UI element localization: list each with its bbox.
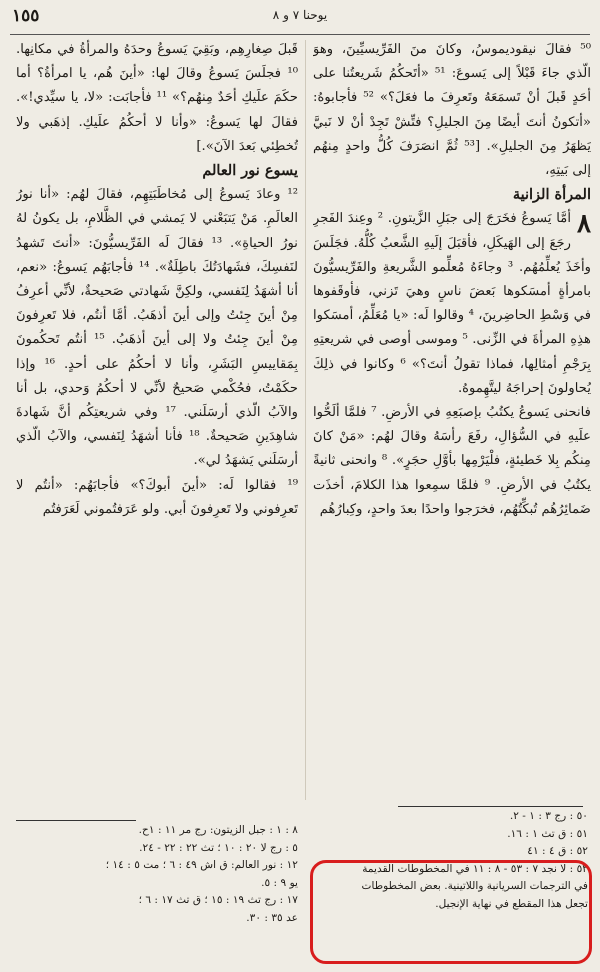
footnote: ٥١ : ق تث ١ : ١٦. <box>507 827 588 840</box>
page-number: ١٥٥ <box>12 6 40 26</box>
footnote: ١٧ : رج تث ١٩ : ١٥ ؛ ق تث ١٧ : ٦ ؛ <box>138 894 298 906</box>
paragraph: ¹⁹ فقالوا لَه: «أينَ أبوكَ؟» فأجابَهُم: «أنتُم لا تَعرِفوني ولا تَعرِفونَ أبي. ولو عَرَفتُموني لَعَرَفتُم <box>16 477 298 517</box>
footnote: ٨ : ١ : جبل الزيتون: رج مر ١١ : ١ح. <box>138 824 298 836</box>
paragraph: ⁵⁰ فقالَ نيقوديموسُ، وكانَ منَ الفَرِّيسيِّينَ، وهوَ الّذي جاءَ قَبْلاً إلى يَسوعَ: ⁵¹ «أتَحكُمُ شَريعتُنا على أحَدٍ قَبلَ أنْ تَسمَعَهُ وتَعرِفَ ما فعَلَ؟» ⁵² فأجابوهُ: «أتكونُ أنتَ أيضًا مِنَ الجليلِ؟ فتِّشْ تَجِدْ أنْ لا نَبيَّ يَظهَرُ مِنَ الجليلِ». [⁵³ ثُمَّ انصَرَفَ كُلُّ واحدٍ مِنهُم إلى بَيتِهِ، <box>313 42 591 179</box>
highlight-circle <box>310 860 592 964</box>
left-column <box>16 38 298 816</box>
paragraph: ¹² وعادَ يَسوعُ إلى مُخاطَبَتِهِم، فقالَ لهُم: «أنا نورُ العالَمِ. مَنْ يَتبَعْني لا يَمشي في الظَّلامِ، بل يكونُ لهُ نورُ الحياةِ». ¹³ فقالَ لَه الفَرِّيسيُّونَ: «أنتَ تَشهدُ لنَفسِكَ، فشَهادَتُكَ باطِلَةٌ». ¹⁴ فأجابَهُم يَسوعُ: «نعم، أنا أشهَدُ لِنَفسي، ولكِنَّ شَهادتي صَحيحةٌ، لأنِّي أعرِفُ مِنْ أينَ جِئتُ وإلى أينَ أذهَبُ. أمَّا أنتُم، فلا تَعرِفونَ مِنْ أينَ جِئتُ ولا إلى أينَ أذهَبُ. ¹⁵ أنتُم تَحكُمونَ بِمَقاييسِ البَشَرِ، وأنا لا أحكُمُ على أحدٍ. ¹⁶ وإذا حكَمْتُ، فحُكْمي صَحيحٌ لأنِّي لا أحكُمُ وَحدي، بل أنا والآبُ الّذي أرسَلَني. ¹⁷ وفي شريعتِكُم أنَّ شَهادةَ شاهِدَينِ صَحيحةٌ. ¹⁸ فأنا أشهَدُ لِنَفسي، والآبُ الّذي أرسَلَني يَشهَدُ لي». <box>16 187 298 469</box>
chapter-paragraph <box>313 207 591 401</box>
footnotes-left <box>16 822 298 927</box>
page-header <box>0 4 600 32</box>
section-heading: المرأة الزانية <box>512 186 591 204</box>
paragraph: قَبلَ صِغارِهِم، وبَقِيَ يَسوعُ وحدَهُ والمرأةُ في مكانِها. ¹⁰ فجلَسَ يَسوعُ وقالَ لها: «أينَ هُم، يا امرأةُ؟ أما حكَمَ علَيكِ أحَدٌ مِنهُم؟» ¹¹ فأجابَت: «لا، يا سيِّدي!». فقالَ لها يَسوعُ: «وأنا لا أحكُمُ علَيكِ. إذهَبي ولا تُخطِئي بَعدَ الآنَ».] <box>16 42 298 154</box>
running-head: يوحنا ٧ و ٨ <box>272 8 328 22</box>
footnote: ٥٠ : رج ٣ : ١ - ٢. <box>509 810 588 822</box>
right-column <box>313 38 591 800</box>
header-rule <box>10 34 590 35</box>
section-heading: يسوع نور العالم <box>202 162 298 180</box>
footnote: عد ٣٥ : ٣٠. <box>246 911 298 924</box>
footnote: ٥ : رج لا ٢٠ : ١٠ ؛ تث ٢٢ : ٢٢ - ٢٤. <box>139 841 298 854</box>
footnote-rule-right <box>398 806 583 807</box>
paragraph: أمَّا يَسوعُ فخَرَجَ إلى جبَلِ الزَّيتونِ. ² وعِندَ الفَجرِ رجَعَ إلى الهَيكَلِ، فأقبَلَ إلَيهِ الشَّعبُ كُلُّهُ. فجَلَسَ وأخَذَ يُعلِّمُهُم. ³ وجاءَهُ مُعلِّمو الشَّريعةِ والفَرِّيسيُّونَ بامرأةٍ أمسَكوها بَعضَ ناسٍ وهيَ تَزني، فأوقَفوها في وَسْطِ الحاضِرينَ، ⁴ وقالوا لَه: «يا مُعَلِّمُ، أمسَكوا هذِهِ المرأةَ في الزِّنى. ⁵ وموسى أوصى في شريعتِهِ بِرَجْمِ أمثالِها، فماذا تقولُ أنتَ؟» ⁶ وكانوا في ذلِكَ يُحاولونَ إحراجَهُ ليتَّهِموهُ. <box>313 211 591 396</box>
footnote: في الترجمات السريانية واللاتينية. بعض المخطوطات <box>361 880 588 892</box>
footnote: تجعل هذا المقطع في نهاية الإنجيل. <box>435 897 588 910</box>
footnote-rule-left <box>16 820 136 821</box>
footnote: ١٢ : نور العالم: ق اش ٤٩ : ٦ ؛ مت ٥ : ١٤ ؛ <box>105 859 298 871</box>
footnote: ٥٣ : لا نجد ٧ : ٥٣ - ٨ : ١١ في المخطوطات القديمة <box>362 862 588 875</box>
column-divider <box>305 40 306 800</box>
chapter-number: ٨ <box>577 209 591 240</box>
footnote: يو ٩ : ٥. <box>261 876 298 889</box>
paragraph: فانحنى يَسوعُ يكتُبُ بإصبَعِهِ في الأرضِ. ⁷ فلمَّا ألَحُّوا علَيهِ في السُّؤالِ، رفَعَ رأسَهُ وقالَ لهُم: «مَنْ كانَ مِنكُم بِلا خَطيئةٍ، فلْيَرْمِها بأوَّلِ حجَرٍ». ⁸ وانحنى ثانيةً يكتُبُ في الأرضِ. ⁹ فلمَّا سمِعوا هذا الكلامَ، أخذَت ضَمائِرُهُم تُبكِّتُهُم، فخرَجوا واحدًا بعدَ واحدٍ، وكِبارُهُم <box>313 405 591 517</box>
footnote: ٥٢ : ق ٤ : ٤١ <box>527 845 588 857</box>
